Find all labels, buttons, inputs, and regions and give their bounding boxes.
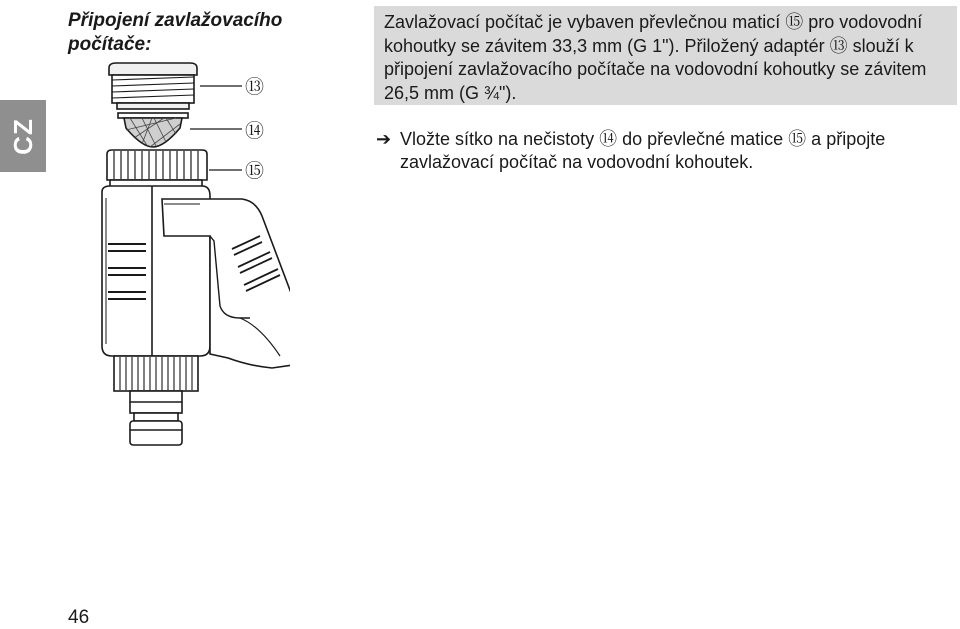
dirt-filter-part xyxy=(118,113,188,147)
water-computer-diagram xyxy=(90,56,290,456)
adapter-part xyxy=(109,63,197,109)
info-box xyxy=(374,6,957,105)
callout-14: ⑭ xyxy=(245,121,265,142)
page-number: 46 xyxy=(68,607,90,628)
language-tab-label: CZ xyxy=(7,117,38,155)
computer-housing xyxy=(102,180,290,368)
instruction-text: Vložte sítko na nečistoty ⑭ do převlečné matice ⑮ a připojte zavlažovací počítač na vodovodní kohoutek. xyxy=(400,129,886,172)
info-box-text: Zavlažovací počítač je vybaven převlečnou maticí ⑮ pro vodovodní kohoutky se závitem 33,3 mm (G 1"). Přiložený adaptér ⑬ slouží k připojení zavlažovacího počítače na vodovodní kohoutky se závitem 26,5 mm (G ¾"). xyxy=(384,12,927,103)
language-tab xyxy=(0,100,46,172)
instruction-step xyxy=(374,128,954,174)
arrow-icon: ➔ xyxy=(376,129,392,149)
callout-13: ⑬ xyxy=(245,77,265,98)
callout-15: ⑮ xyxy=(245,161,265,182)
outlet-connector xyxy=(114,356,198,445)
union-nut-part xyxy=(107,150,207,180)
section-heading: Připojení zavlažovacího počítače: xyxy=(68,10,283,55)
